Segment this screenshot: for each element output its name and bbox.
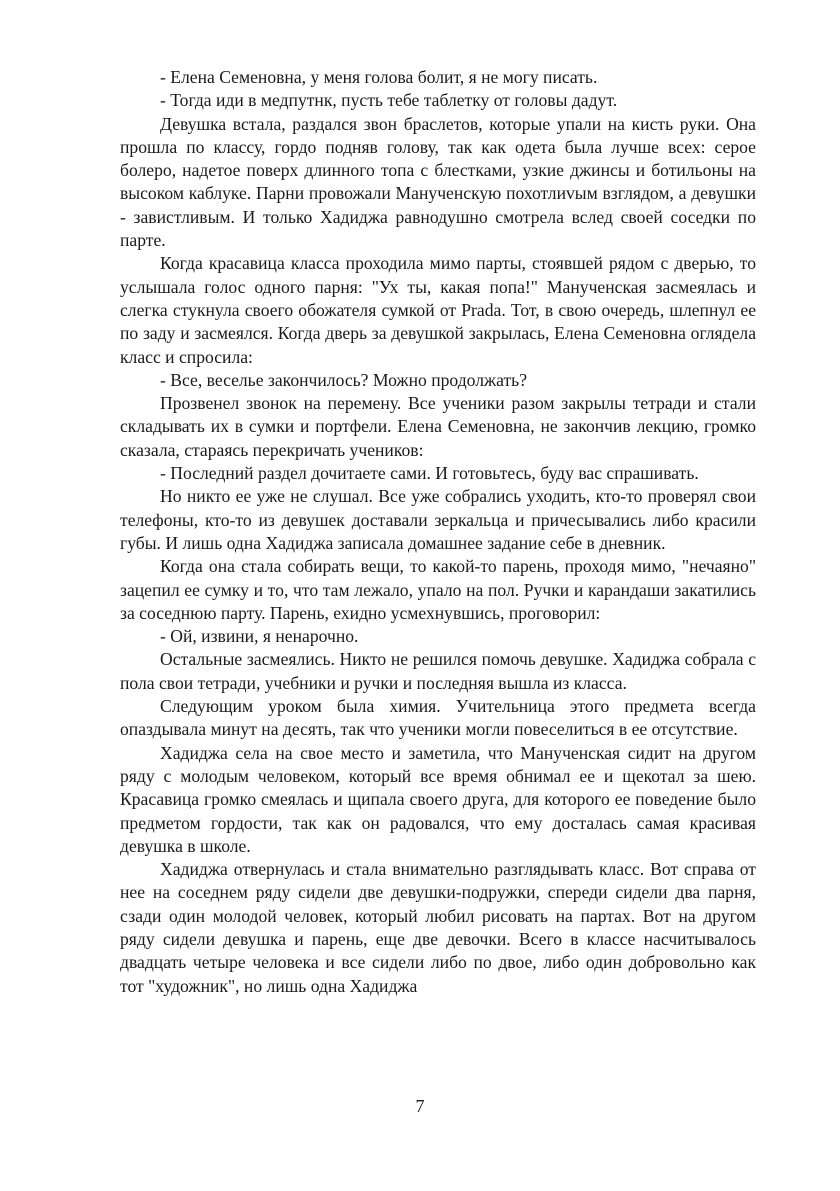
paragraph: Когда красавица класса проходила мимо парты, стоявшей рядом с дверью, то услышала голос одного парня: "Ух ты, какая попа!" Манученская засмеялась и слегка стукнула своего обожателя сумкой от Prada. Тот, в свою очередь, шлепнул ее по заду и засмеялся. Когда дверь за девушкой закрылась, Елена Семеновна оглядела класс и спросила: [120, 253, 756, 367]
paragraph: Прозвенел звонок на перемену. Все ученики разом закрылы тетради и стали складывать их в сумки и портфели. Елена Семеновна, не закончив лекцию, громко сказала, стараясь перекричать учеников: [120, 393, 756, 460]
body-text [120, 66, 756, 998]
paragraph: - Ой, извини, я ненарочно. [160, 626, 359, 647]
paragraph: Следующим уроком была химия. Учительница этого предмета всегда опаздывала минут на десять, так что ученики могли повеселиться в ее отсутствие. [120, 696, 756, 740]
paragraph: Но никто ее уже не слушал. Все уже собрались уходить, кто-то проверял свои телефоны, кто-то из девушек доставали зеркальца и причесывались либо красили губы. И лишь одна Хадиджа записала домашнее задание себе в дневник. [120, 486, 756, 553]
paragraph: - Последний раздел дочитаете сами. И готовьтесь, буду вас спрашивать. [160, 463, 699, 484]
paragraph: Остальные засмеялись. Никто не решился помочь девушке. Хадиджа собрала с пола свои тетради, учебники и ручки и последняя вышла из класса. [120, 649, 756, 693]
paragraph: Когда она стала собирать вещи, то какой-то парень, проходя мимо, "нечаяно" зацепил ее сумку и то, что там лежало, упало на пол. Ручки и карандаши закатились за соседнюю парту. Парень, ехидно усмехнувшись, проговорил: [120, 556, 756, 623]
paragraph: Хадиджа села на свое место и заметила, что Манученская сидит на другом ряду с молодым человеком, который все время обнимал ее и щекотал за шею. Красавица громко смеялась и щипала своего друга, для которого ее поведение было предметом гордости, так как он радовался, что ему досталась самая красивая девушка в школе. [120, 742, 756, 856]
paragraph: - Тогда иди в медпутнк, пусть тебе таблетку от головы дадут. [160, 90, 618, 111]
page-number: 7 [415, 1096, 425, 1116]
paragraph: Хадиджа отвернулась и стала внимательно разглядывать класс. Вот справа от нее на соседнем ряду сидели две девушки-подружки, спереди сидели два парня, сзади один молодой человек, который любил рисовать на партах. Вот на другом ряду сидели девушка и парень, еще две девочки. Всего в классе насчитывалось двадцать четыре человека и все сидели либо по двое, либо один добровольно как тот "художник", но лишь одна Хадиджа [120, 859, 756, 996]
paragraph: - Елена Семеновна, у меня голова болит, я не могу писать. [160, 67, 598, 87]
paragraph: - Все, веселье закончилось? Можно продолжать? [160, 369, 528, 390]
paragraph: Девушка встала, раздался звон браслетов, которые упали на кисть руки. Она прошла по классу, гордо подняв голову, так как одета была лучше всех: серое болеро, надетое поверх длинного топа с блестками, узкие джинсы и ботильоны на высоком каблуке. Парни провожали Манученскую похотлиvым взглядом, а девушки - завистливым. И только Хадиджа равнодушно смотрела вслед своей соседки по парте. [120, 113, 756, 251]
